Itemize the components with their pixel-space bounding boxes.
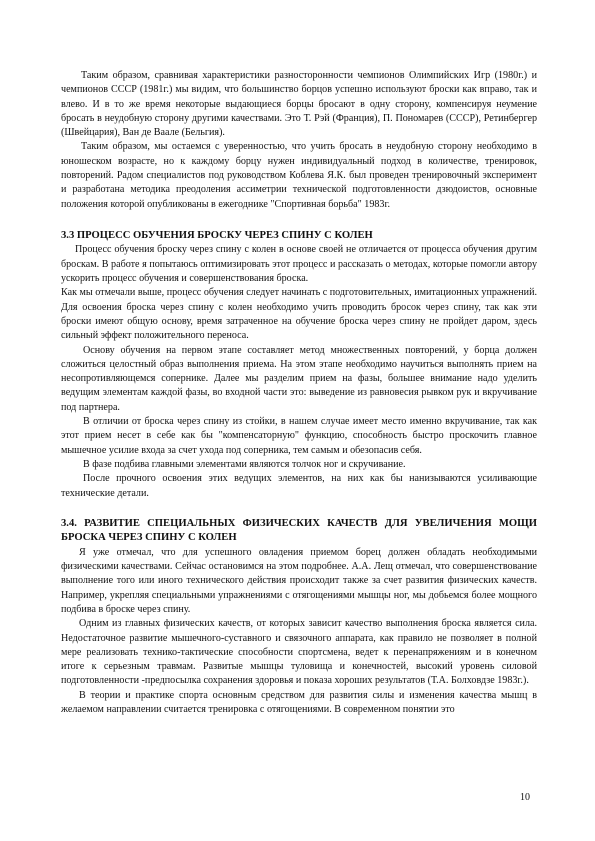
paragraph: Таким образом, сравнивая характеристики разносторонности чемпионов Олимпийских Игр (1980г.) и чемпионов СССР (1981г.) мы видим, что большинство борцов успешно используют броски как вправо, так и влево. И в то же время некоторые выдающиеся борцы бросают в одну сторону, компенсируя неумение бросать в неудобную сторону другими качествами. Это Т. Рэй (Франция), П. Пономарев (СССР), Ретинбергер (Швейцария), Ван де Ваале (Бельгия). — [61, 70, 537, 139]
paragraph: В теории и практике спорта основным средством для развития силы и изменения качества мышц в желаемом направлении считается тренировка с отягощениями. В современном понятии это — [61, 689, 537, 716]
section-heading-3-3: 3.3 ПРОЦЕСС ОБУЧЕНИЯ БРОСКУ ЧЕРЕЗ СПИНУ С КОЛЕН — [61, 229, 373, 241]
page-content — [61, 69, 537, 717]
paragraph: Основу обучения на первом этапе составляет метод множественных повторений, у борца должен сложиться целостный образ выполнения приема. На этом этапе необходимо научиться выполнять прием на несопротивляющемся сопернике. Далее мы разделим прием на фазы, большее внимание надо уделить ведущим элементам каждой фазы, во входной части это: выведение из равновесия рывком рук и вкручивание под партнера. — [61, 344, 537, 413]
section-heading-3-4: 3.4. РАЗВИТИЕ СПЕЦИАЛЬНЫХ ФИЗИЧЕСКИХ КАЧЕСТВ ДЛЯ УВЕЛИЧЕНИЯ МОЩИ БРОСКА ЧЕРЕЗ СПИНУ С КОЛЕН — [61, 517, 537, 544]
paragraph: В фазе подбива главными элементами являются толчок ног и скручивание. — [83, 458, 406, 470]
paragraph: Я уже отмечал, что для успешного овладения приемом борец должен обладать необходимыми физическими качествами. Сейчас остановимся на этом подробнее. А.А. Лещ отмечал, что совершенствование выполнение того или иного технического действия происходит также за счет развития физических качеств. Например, укрепляя специальными упражнениями с отягощениями мышцы ног, мы добьемся более мощного подбива в броске через спину. — [61, 546, 537, 615]
paragraph: После прочного освоения этих ведущих элементов, на них как бы нанизываются усиливающие технические детали. — [61, 473, 537, 499]
paragraph: Одним из главных физических качеств, от которых зависит качество выполнения броска является сила. Недостаточное развитие мышечного-суставного и связочного аппарата, как правило не позволяет в полной мере реализовать технико-тактические способности спортсмена, ведет к перенапряжениям и в конечном итоге к серьезным травмам. Развитые мышцы туловища и конечностей, высокий уровень силовой подготовленности -предпосылка сохранения здоровья и показа хороших результатов (Т.А. Болховдзе 1983г.). — [61, 618, 537, 687]
page-number: 10 — [520, 792, 530, 803]
paragraph: Как мы отмечали выше, процесс обучения следует начинать с подготовительных, имитационных упражнений. Для освоения броска через спину с колен необходимо учить проводить бросок через спину, так как эти броски имеют общую основу, время затраченное на обучение броска через спину не пройдет даром, здесь сильный эффект положительного переноса. — [61, 287, 537, 342]
paragraph: В отличии от броска через спину из стойки, в нашем случае имеет место именно вкручивание, так как этот прием несет в себе как бы "компенсаторную" функцию, способность быстро проскочить главное мышечное усилие входа за счет ухода под соперника, тем самым и обезопасив себя. — [61, 416, 537, 456]
paragraph: Процесс обучения броску через спину с колен в основе своей не отличается от процесса обучения другим броскам. В работе я попытаюсь оптимизировать этот процесс и рассказать о методах, которые помогли автору ускорить процесс обучения и совершенствования броска. — [61, 244, 537, 285]
paragraph: Таким образом, мы остаемся с уверенностью, что учить бросать в неудобную сторону необходимо в юношеском возрасте, но к каждому борцу нужен индивидуальный подход в количестве, тренировок, повторений. Радом специалистов под руководством Коблева Я.К. был проведен тренировочный эксперимент и разработана методика преодоления ассиметрии технической подготовленности дзюдоистов, основные положения которой опубликованы в ежегоднике "Спортивная борьба" 1983г. — [61, 141, 537, 210]
